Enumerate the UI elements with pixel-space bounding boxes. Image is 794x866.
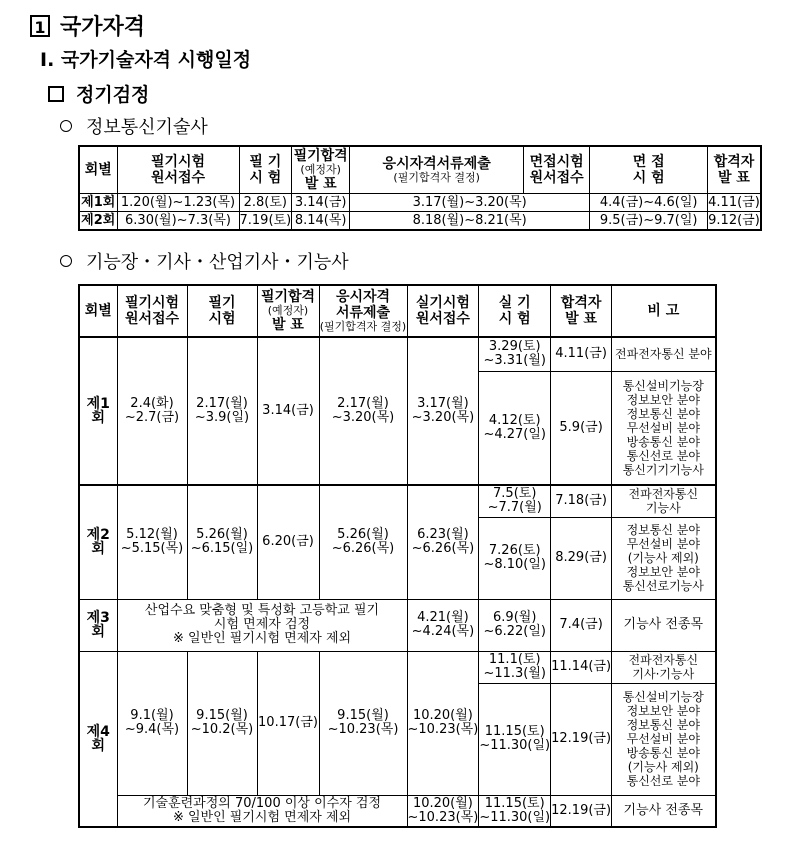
table-cell: 4.11(금)	[708, 194, 760, 210]
table-cell: 6.23(월) ~6.26(목)	[407, 485, 479, 599]
written-pass-sub: (예정자)	[267, 304, 309, 317]
table-cell: 기능사 전종목	[612, 599, 716, 651]
table-cell: 3.17(월) ~3.20(목)	[407, 337, 479, 485]
table-cell: 전파전자통신 분야	[612, 337, 716, 371]
table-cell: 2.17(월) ~3.20(목)	[319, 337, 407, 485]
written-pass-label: 필기합격	[293, 148, 348, 164]
table-cell: 6.20(금)	[257, 485, 319, 599]
table-cell: 10.20(월) ~10.23(목)	[407, 651, 479, 795]
table-cell: 7.26(토) ~8.10(일)	[479, 517, 551, 599]
table-cell: 11.15(토) ~11.30(일)	[479, 683, 551, 795]
table-cell: 4.11(금)	[551, 337, 612, 371]
section1-title: 정보통신기술사	[86, 117, 208, 138]
table-cell: 7.5(토) ~7.7(월)	[479, 485, 551, 517]
schedule-table-technician	[78, 284, 717, 828]
table-cell: 8.14(목)	[292, 212, 350, 231]
table-cell: 전파전자통신 기능사	[612, 485, 716, 517]
schedule-table-engineer	[78, 145, 762, 231]
main-heading	[30, 10, 145, 41]
table-cell: 3.17(월)~3.20(목)	[350, 194, 590, 212]
table-cell: 7.4(금)	[551, 599, 612, 651]
col-header-round: 회별	[79, 285, 117, 337]
col-header-written-apply: 필기시험 원서접수	[117, 285, 187, 337]
table-cell: 7.19(토)	[239, 212, 292, 231]
main-heading-text: 국가자격	[60, 15, 146, 40]
table-cell: 1.20(월)~1.23(목)	[117, 194, 239, 212]
section2-heading	[60, 248, 349, 274]
table-cell: 10.20(월) ~10.23(목)	[407, 795, 479, 827]
checkbox-square-icon	[48, 86, 64, 102]
row-label: 제3회	[79, 599, 117, 651]
row-label: 제1회	[79, 337, 117, 485]
table-cell: 4.4(금)~4.6(일)	[590, 194, 708, 212]
table-cell: 11.14(금)	[551, 651, 612, 683]
table-cell: 6.30(월)~7.3(목)	[117, 212, 239, 231]
circle-bullet-icon	[60, 255, 72, 267]
table-cell: 3.14(금)	[257, 337, 319, 485]
row-label: 제4회	[79, 651, 117, 827]
table-cell: 11.1(토) ~11.3(월)	[479, 651, 551, 683]
table-cell: 9.5(금)~9.7(일)	[590, 212, 708, 231]
table-cell: 12.19(금)	[551, 795, 612, 827]
doc-submit-sub: (필기합격자 결정)	[319, 320, 407, 333]
table-cell: 정보통신 분야 무선설비 분야 (기능사 제외) 정보보안 분야 통신선로기능사	[612, 517, 716, 599]
col-header-written-pass	[257, 285, 319, 337]
col-header-written-pass	[292, 146, 350, 194]
table-cell: 4.12(토) ~4.27(일)	[479, 371, 551, 485]
col-header-remarks: 비 고	[612, 285, 716, 337]
regular-exam-heading-text: 정기검정	[76, 84, 150, 106]
table-cell: 2.4(화) ~2.7(금)	[117, 337, 187, 485]
table-cell: 4.21(월) ~4.24(목)	[407, 599, 479, 651]
table-cell: 통신설비기능장 정보보안 분야 정보통신 분야 무선설비 분야 방송통신 분야 통신선로 분야 통신기기기능사	[612, 371, 716, 485]
table-cell: 11.15(토) ~11.30(일)	[479, 795, 551, 827]
section2-title: 기능장・기사・산업기사・기능사	[86, 252, 349, 273]
table-cell: 5.9(금)	[551, 371, 612, 485]
sub-heading: Ⅰ. 국가기술자격 시행일정	[40, 49, 252, 71]
written-pass-sub: (예정자)	[300, 163, 341, 176]
doc-submit-label: 응시자격 서류제출	[335, 289, 391, 321]
table-cell: 9.1(월) ~9.4(목)	[117, 651, 187, 795]
col-header-written-exam: 필 기 시 험	[239, 146, 292, 194]
circle-bullet-icon	[60, 120, 72, 132]
table-cell: 통신설비기능장 정보보안 분야 정보통신 분야 무선설비 분야 방송통신 분야 (기능사 제외) 통신선로 분야	[612, 683, 716, 795]
table-cell: 5.12(월) ~5.15(목)	[117, 485, 187, 599]
col-header-interview-exam: 면 접 시 험	[590, 146, 708, 194]
doc-submit-label: 응시자격서류제출	[382, 156, 491, 172]
table-cell: 8.18(월)~8.21(목)	[350, 212, 590, 231]
written-pass-announce: 발 표	[304, 176, 337, 192]
row-label: 제2회	[79, 212, 117, 231]
col-header-written-exam: 필기 시험	[187, 285, 257, 337]
col-header-result: 합격자 발 표	[708, 146, 761, 194]
col-header-practical-apply: 실기시험 원서접수	[407, 285, 479, 337]
table-cell: 5.26(월) ~6.26(목)	[319, 485, 407, 599]
table-cell: 기술훈련과정의 70/100 이상 이수자 검정 ※ 일반인 필기시험 면제자 제외	[117, 795, 407, 827]
table-cell: 2.8(토)	[239, 194, 292, 212]
doc-submit-sub: (필기합격자 결정)	[393, 171, 480, 184]
col-header-interview-apply: 면접시험 원서접수	[524, 146, 590, 194]
col-header-result: 합격자 발 표	[551, 285, 612, 337]
table-cell: 3.14(금)	[292, 194, 350, 212]
table-cell: 기능사 전종목	[612, 795, 716, 827]
written-pass-announce: 발 표	[272, 317, 304, 333]
table-cell: 7.18(금)	[551, 485, 612, 517]
table-cell: 2.17(월) ~3.9(일)	[187, 337, 257, 485]
section1-heading	[60, 113, 208, 139]
table-cell: 8.29(금)	[551, 517, 612, 599]
table-cell: 산업수요 맞춤형 및 특성화 고등학교 필기 시험 면제자 검정 ※ 일반인 필기시험 면제자 제외	[117, 599, 407, 651]
table-cell: 10.17(금)	[257, 651, 319, 795]
table-cell: 9.15(월) ~10.23(목)	[319, 651, 407, 795]
table-cell: 3.29(토) ~3.31(월)	[479, 337, 551, 371]
col-header-doc-submit	[350, 146, 524, 194]
table-cell: 12.19(금)	[551, 683, 612, 795]
col-header-written-apply: 필기시험 원서접수	[117, 146, 239, 194]
regular-exam-heading	[48, 80, 149, 107]
table-cell: 전파전자통신 기사·기능사	[612, 651, 716, 683]
section-number-box: 1	[30, 15, 50, 37]
written-pass-label: 필기합격	[260, 289, 316, 305]
table-cell: 9.12(금)	[708, 212, 761, 231]
table-cell: 9.15(월) ~10.2(목)	[187, 651, 257, 795]
row-label: 제1회	[79, 194, 117, 212]
col-header-practical-exam: 실 기 시 험	[479, 285, 551, 337]
col-header-doc-submit	[319, 285, 407, 337]
table-cell: 6.9(월) ~6.22(일)	[479, 599, 551, 651]
table-cell: 5.26(월) ~6.15(일)	[187, 485, 257, 599]
row-label: 제2회	[79, 485, 117, 599]
col-header-round: 회별	[79, 146, 117, 194]
